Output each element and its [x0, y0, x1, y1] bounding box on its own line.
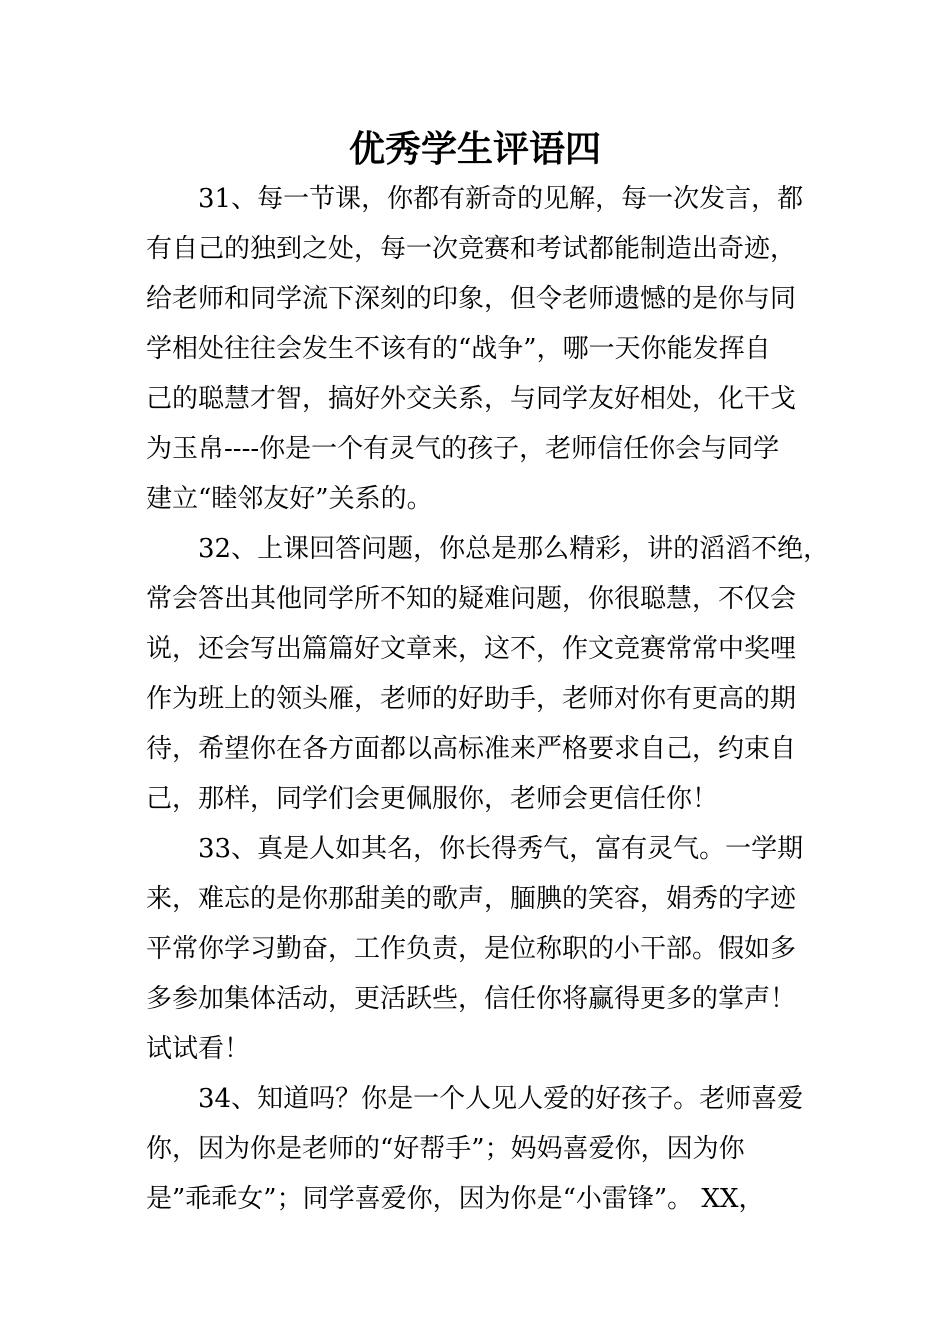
text-line: 来，难忘的是你那甜美的歌声，腼腆的笑容，娟秀的字迹	[146, 884, 797, 914]
text-line: 建立“睦邻友好”关系的。	[146, 484, 433, 514]
text-line: 平常你学习勤奋，工作负责，是位称职的小干部。假如多	[146, 934, 797, 964]
text-line: 学相处往往会发生不该有的“战争”，哪一天你能发挥自	[146, 334, 771, 364]
text-line: 己，那样，同学们会更佩服你，老师会更信任你！	[146, 784, 719, 814]
text-line: 给老师和同学流下深刻的印象，但令老师遗憾的是你与同	[146, 284, 797, 314]
text-line: 是”乖乖女”；同学喜爱你，因为你是“小雷锋”。 XX，	[146, 1184, 765, 1214]
text-line: 己的聪慧才智，搞好外交关系，与同学友好相处，化干戈	[146, 384, 797, 414]
document-title: 优秀学生评语四	[348, 129, 601, 170]
text-line: 为玉帛----你是一个有灵气的孩子，老师信任你会与同学	[146, 434, 780, 464]
text-line: 说，还会写出篇篇好文章来，这不，作文竞赛常常中奖哩	[146, 634, 797, 664]
text-line: 待，希望你在各方面都以高标准来严格要求自己，约束自	[146, 734, 797, 764]
text-line: 33、真是人如其名，你长得秀气，富有灵气。一学期	[146, 834, 804, 864]
text-line: 34、知道吗？你是一个人见人爱的好孩子。老师喜爱	[146, 1084, 804, 1114]
text-line: 常会答出其他同学所不知的疑难问题，你很聪慧，不仅会	[146, 584, 797, 614]
text-line: 多参加集体活动，更活跃些，信任你将赢得更多的掌声！	[146, 984, 797, 1014]
text-line: 有自己的独到之处，每一次竞赛和考试都能制造出奇迹，	[146, 234, 797, 264]
text-line: 31、每一节课，你都有新奇的见解，每一次发言，都	[146, 184, 804, 214]
text-line: 试试看！	[146, 1034, 251, 1064]
text-line: 32、上课回答问题，你总是那么精彩，讲的滔滔不绝，	[146, 534, 830, 564]
text-line: 你，因为你是老师的“好帮手”；妈妈喜爱你，因为你	[146, 1134, 745, 1164]
text-line: 作为班上的领头雁，老师的好助手，老师对你有更高的期	[146, 684, 797, 714]
